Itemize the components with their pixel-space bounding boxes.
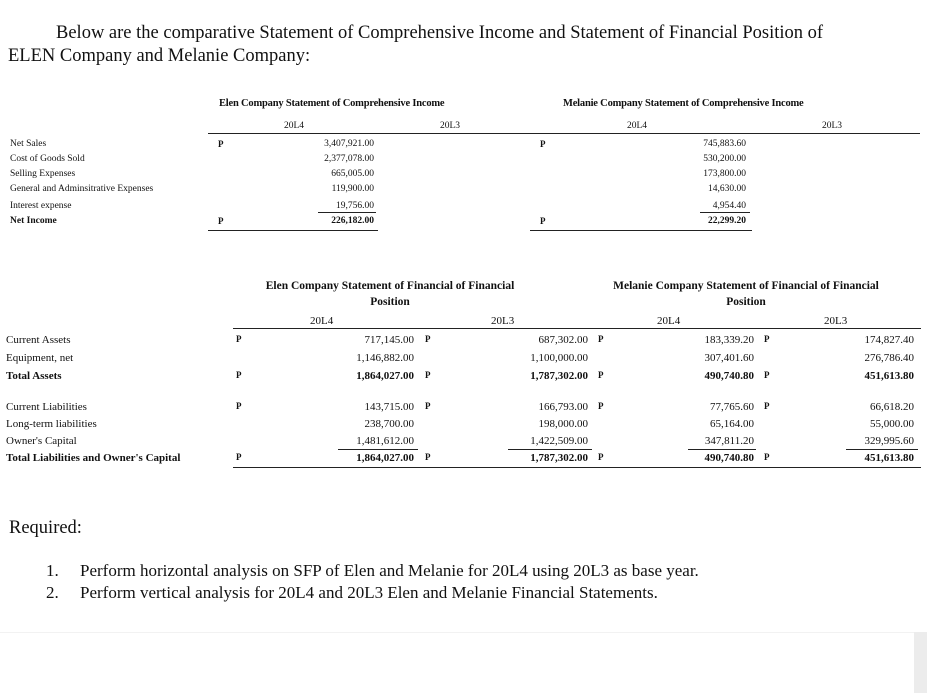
peso-sign: P xyxy=(540,139,546,149)
elen-20l4-value: 143,715.00 xyxy=(364,401,414,413)
elen-sfp-title-line1: Elen Company Statement of Financial of Financial xyxy=(265,280,515,292)
elen-value: 665,005.00 xyxy=(331,169,374,179)
required-item-text: Perform horizontal analysis on SFP of Elen and Melanie for 20L4 using 20L3 as base year. xyxy=(80,561,699,580)
row-label: Cost of Goods Sold xyxy=(10,154,85,164)
subtotal-rule xyxy=(846,449,918,450)
melanie-20l4-value: 347,811.20 xyxy=(704,435,754,447)
header-rule xyxy=(208,133,920,134)
elen-value: 19,756.00 xyxy=(336,201,374,211)
melanie-income-title: Melanie Company Statement of Comprehensive Income xyxy=(563,98,804,109)
melanie-20l4-value: 77,765.60 xyxy=(710,401,754,413)
intro-line-1: Below are the comparative Statement of Comprehensive Income and Statement of Financial Position of xyxy=(56,23,824,43)
melanie-value: 173,800.00 xyxy=(703,169,746,179)
row-label: Total Assets xyxy=(6,370,62,382)
subtotal-rule xyxy=(688,449,756,450)
peso-sign: P xyxy=(598,452,604,462)
peso-sign: P xyxy=(764,401,770,411)
required-item-text: Perform vertical analysis for 20L4 and 20L3 Elen and Melanie Financial Statements. xyxy=(80,583,658,602)
row-label: Long-term liabilities xyxy=(6,418,97,430)
melanie-20l4-value: 183,339.20 xyxy=(704,334,754,346)
header-rule xyxy=(233,328,921,329)
peso-sign: P xyxy=(236,452,242,462)
peso-sign: P xyxy=(764,452,770,462)
peso-sign: P xyxy=(540,216,546,226)
melanie-20l3-value: 55,000.00 xyxy=(870,418,914,430)
row-label: Total Liabilities and Owner's Capital xyxy=(6,452,181,464)
subtotal-rule xyxy=(338,449,418,450)
peso-sign: P xyxy=(236,401,242,411)
row-label: Selling Expenses xyxy=(10,169,76,179)
peso-sign: P xyxy=(236,370,242,380)
peso-sign: P xyxy=(425,370,431,380)
required-item-number: 1. xyxy=(46,561,59,580)
elen-sfp-title-line2: Position xyxy=(370,296,410,308)
peso-sign: P xyxy=(598,334,604,344)
elen-income-title: Elen Company Statement of Comprehensive Income xyxy=(219,98,445,109)
elen-20l3-value: 198,000.00 xyxy=(538,418,588,430)
row-label: Interest expense xyxy=(10,201,72,211)
elen-20l4-value: 1,864,027.00 xyxy=(356,370,414,382)
peso-sign: P xyxy=(764,370,770,380)
peso-sign: P xyxy=(218,139,224,149)
elen-20l4-value: 1,864,027.00 xyxy=(356,452,414,464)
elen-20l3-value: 1,100,000.00 xyxy=(530,352,588,364)
year-label: 20L3 xyxy=(491,315,515,327)
row-label: Current Liabilities xyxy=(6,401,87,413)
peso-sign: P xyxy=(236,334,242,344)
melanie-sfp-title-line2: Position xyxy=(726,296,766,308)
melanie-20l4-value: 490,740.80 xyxy=(704,452,754,464)
peso-sign: P xyxy=(425,334,431,344)
year-label: 20L3 xyxy=(440,121,461,131)
melanie-value: 14,630.00 xyxy=(708,184,746,194)
row-label: Owner's Capital xyxy=(6,435,77,447)
melanie-20l4-value: 307,401.60 xyxy=(704,352,754,364)
melanie-sfp-title-line1: Melanie Company Statement of Financial of Financial xyxy=(613,280,879,292)
melanie-value: 22,299.20 xyxy=(708,216,746,226)
intro-line-2: ELEN Company and Melanie Company: xyxy=(8,46,311,66)
subtotal-rule xyxy=(700,212,750,213)
elen-20l3-value: 166,793.00 xyxy=(538,401,588,413)
peso-sign: P xyxy=(218,216,224,226)
required-heading: Required: xyxy=(9,518,82,538)
year-label: 20L4 xyxy=(657,315,681,327)
subtotal-rule xyxy=(318,212,376,213)
peso-sign: P xyxy=(598,401,604,411)
row-label: General and Adminsitrative Expenses xyxy=(10,184,154,194)
elen-value: 2,377,078.00 xyxy=(324,154,374,164)
year-label: 20L4 xyxy=(284,121,305,131)
row-label: Current Assets xyxy=(6,334,71,346)
required-item-number: 2. xyxy=(46,583,59,602)
elen-value: 3,407,921.00 xyxy=(324,139,374,149)
melanie-sfp-title xyxy=(584,278,908,310)
melanie-20l3-value: 329,995.60 xyxy=(864,435,914,447)
elen-value: 119,900.00 xyxy=(331,184,374,194)
melanie-value: 4,954.40 xyxy=(712,201,746,211)
elen-20l3-value: 687,302.00 xyxy=(538,334,588,346)
melanie-20l4-value: 65,164.00 xyxy=(710,418,754,430)
year-label: 20L4 xyxy=(310,315,334,327)
elen-20l3-value: 1,422,509.00 xyxy=(530,435,588,447)
row-label: Equipment, net xyxy=(6,352,74,364)
melanie-20l3-value: 451,613.80 xyxy=(864,370,914,382)
elen-20l3-value: 1,787,302.00 xyxy=(530,370,588,382)
elen-20l4-value: 717,145.00 xyxy=(364,334,414,346)
melanie-20l3-value: 66,618.20 xyxy=(870,401,914,413)
peso-sign: P xyxy=(598,370,604,380)
elen-20l4-value: 1,481,612.00 xyxy=(356,435,414,447)
elen-20l4-value: 238,700.00 xyxy=(364,418,414,430)
melanie-20l3-value: 276,786.40 xyxy=(864,352,914,364)
melanie-value: 530,200.00 xyxy=(703,154,746,164)
year-label: 20L3 xyxy=(822,121,843,131)
melanie-20l3-value: 451,613.80 xyxy=(864,452,914,464)
scroll-edge xyxy=(914,632,927,693)
page-bottom-area xyxy=(0,632,927,694)
row-label: Net Sales xyxy=(10,139,47,149)
elen-20l3-value: 1,787,302.00 xyxy=(530,452,588,464)
total-underline xyxy=(530,230,752,231)
year-label: 20L4 xyxy=(627,121,648,131)
row-label: Net Income xyxy=(10,216,57,226)
elen-sfp-title xyxy=(230,278,550,310)
total-underline xyxy=(233,467,921,468)
subtotal-rule xyxy=(508,449,592,450)
peso-sign: P xyxy=(425,401,431,411)
melanie-20l4-value: 490,740.80 xyxy=(704,370,754,382)
total-underline xyxy=(208,230,378,231)
peso-sign: P xyxy=(764,334,770,344)
melanie-value: 745,883.60 xyxy=(703,139,746,149)
melanie-20l3-value: 174,827.40 xyxy=(864,334,914,346)
elen-20l4-value: 1,146,882.00 xyxy=(356,352,414,364)
peso-sign: P xyxy=(425,452,431,462)
year-label: 20L3 xyxy=(824,315,848,327)
elen-value: 226,182.00 xyxy=(331,216,374,226)
